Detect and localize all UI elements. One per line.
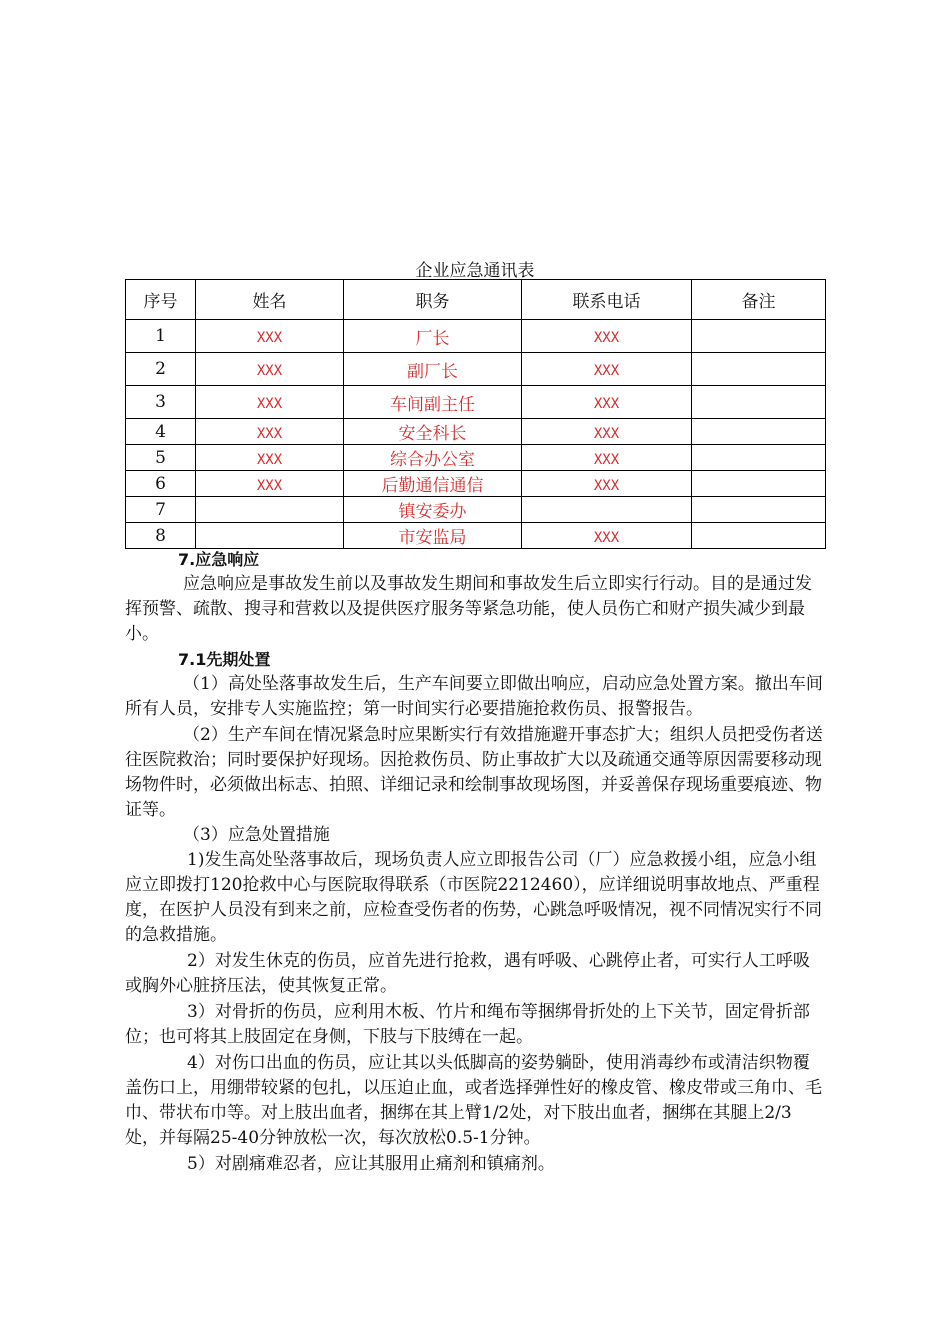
cell-position: 厂长 xyxy=(344,320,522,353)
header-position: 职务 xyxy=(344,280,522,320)
cell-position: 综合办公室 xyxy=(344,445,522,471)
table-header-row xyxy=(126,280,826,320)
cell-name: XXX xyxy=(196,471,344,497)
paragraph-measure-3: 3）对骨折的伤员，应利用木板、竹片和绳布等捆绑骨折处的上下关节，固定骨折部位；也可将其上肢固定在身侧，下肢与下肢缚在一起。 xyxy=(125,1002,810,1047)
header-name: 姓名 xyxy=(196,280,344,320)
cell-name: XXX xyxy=(196,320,344,353)
header-note: 备注 xyxy=(692,280,826,320)
cell-phone: XXX xyxy=(522,471,692,497)
paragraph-measure-2: 2）对发生休克的伤员，应首先进行抢救，遇有呼吸、心跳停止者，可实行人工呼吸或胸外心脏挤压法，使其恢复正常。 xyxy=(125,951,810,996)
cell-note xyxy=(692,353,826,386)
table-row xyxy=(126,445,826,471)
cell-position: 安全科长 xyxy=(344,419,522,445)
paragraph-item-2: （2）生产车间在情况紧急时应果断实行有效措施避开事态扩大；组织人员把受伤者送往医院救治；同时要保护好现场。因抢救伤员、防止事故扩大以及疏通交通等原因需要移动现场物件时，必须做出标志、拍照、详细记录和绘制事故现场图，并妥善保存现场重要痕迹、物证等。 xyxy=(125,725,823,820)
cell-note xyxy=(692,523,826,549)
paragraph-item-1: （1）高处坠落事故发生后，生产车间要立即做出响应，启动应急处置方案。撤出车间所有人员，安排专人实施监控；第一时间实行必要措施抢救伤员、报警报告。 xyxy=(125,674,823,719)
cell-note xyxy=(692,386,826,419)
cell-name: XXX xyxy=(196,419,344,445)
cell-phone: XXX xyxy=(522,445,692,471)
cell-note xyxy=(692,471,826,497)
cell-phone: XXX xyxy=(522,353,692,386)
table-row xyxy=(126,353,826,386)
cell-no: 2 xyxy=(126,353,196,386)
cell-no: 6 xyxy=(126,471,196,497)
cell-note xyxy=(692,419,826,445)
cell-note xyxy=(692,497,826,523)
cell-position: 副厂长 xyxy=(344,353,522,386)
cell-phone: XXX xyxy=(522,419,692,445)
table-row xyxy=(126,320,826,353)
cell-no: 7 xyxy=(126,497,196,523)
cell-position: 后勤通信通信 xyxy=(344,471,522,497)
cell-name: XXX xyxy=(196,445,344,471)
table-row xyxy=(126,523,826,549)
section-heading-7-1: 7.1先期处置 xyxy=(178,650,271,669)
cell-name: XXX xyxy=(196,353,344,386)
cell-phone xyxy=(522,497,692,523)
cell-name xyxy=(196,523,344,549)
header-phone: 联系电话 xyxy=(522,280,692,320)
cell-phone: XXX xyxy=(522,386,692,419)
paragraph-measure-5: 5）对剧痛难忍者，应让其服用止痛剂和镇痛剂。 xyxy=(187,1154,555,1174)
cell-no: 1 xyxy=(126,320,196,353)
cell-note xyxy=(692,445,826,471)
cell-name xyxy=(196,497,344,523)
cell-no: 4 xyxy=(126,419,196,445)
cell-position: 镇安委办 xyxy=(344,497,522,523)
cell-no: 5 xyxy=(126,445,196,471)
cell-note xyxy=(692,320,826,353)
section-heading-7: 7.应急响应 xyxy=(178,550,260,569)
paragraph-item-3: （3）应急处置措施 xyxy=(183,825,330,845)
table-row xyxy=(126,471,826,497)
cell-no: 8 xyxy=(126,523,196,549)
cell-position: 车间副主任 xyxy=(344,386,522,419)
paragraph-emergency-response: 应急响应是事故发生前以及事故发生期间和事故发生后立即实行行动。目的是通过发挥预警、疏散、搜寻和营救以及提供医疗服务等紧急功能，使人员伤亡和财产损失减少到最小。 xyxy=(125,574,812,644)
header-no: 序号 xyxy=(126,280,196,320)
paragraph-measure-4: 4）对伤口出血的伤员，应让其以头低脚高的姿势躺卧，使用消毒纱布或清洁织物覆盖伤口上，用绷带较紧的包扎，以压迫止血，或者选择弹性好的橡皮管、橡皮带或三角巾、毛巾、带状布巾等。对上肢出血者，捆绑在其上臂1/2处，对下肢出血者，捆绑在其腿上2/3处，并每隔25-40分钟放松一次，每次放松0.5-1分钟。 xyxy=(125,1053,822,1148)
cell-position: 市安监局 xyxy=(344,523,522,549)
table-row xyxy=(126,497,826,523)
cell-name: XXX xyxy=(196,386,344,419)
cell-phone: XXX xyxy=(522,523,692,549)
table-row xyxy=(126,419,826,445)
document-body xyxy=(125,547,825,1177)
cell-no: 3 xyxy=(126,386,196,419)
emergency-contact-table xyxy=(125,279,826,549)
cell-phone: XXX xyxy=(522,320,692,353)
table-row xyxy=(126,386,826,419)
table-title: 企业应急通讯表 xyxy=(415,261,535,281)
paragraph-measure-1: 1)发生高处坠落事故后，现场负责人应立即报告公司（厂）应急救援小组，应急小组应立即拨打120抢救中心与医院取得联系（市医院2212460），应详细说明事故地点、严重程度，在医护人员没有到来之前，应检查受伤者的伤势，心跳急呼吸情况，视不同情况实行不同的急救措施。 xyxy=(125,850,822,945)
